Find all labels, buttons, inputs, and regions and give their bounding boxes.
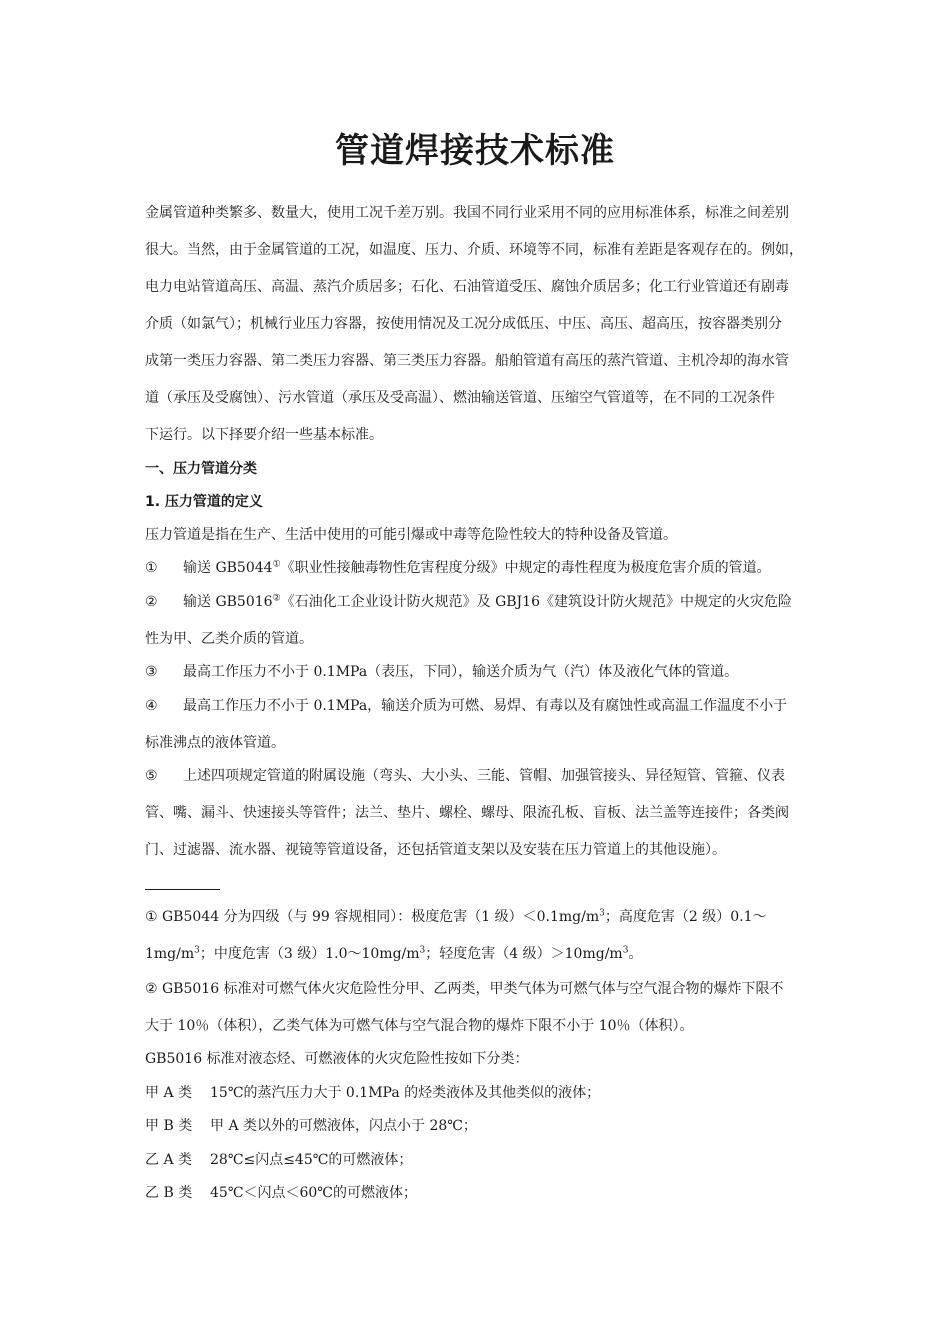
class-desc: 28℃≤闪点≤45℃的可燃液体； [210,1152,413,1168]
intro-line: 介质（如氯气）；机械行业压力容器，按使用情况及工况分成低压、中压、高压、超高压，按容器类别分 [145,316,782,332]
list-item-continuation: 性为甲、乙类介质的管道。 [145,631,313,647]
list-item: ① 输送 GB5044①《职业性接触毒物性危害程度分级》中规定的毒性程度为极度危害介质的管道。 [145,559,771,576]
class-label: 甲 A 类 [145,1085,193,1101]
intro-line: 很大。当然，由于金属管道的工况，如温度、压力、介质、环境等不同，标准有差距是客观存在的。例如， [145,242,803,258]
intro-line: 电力电站管道高压、高温、蒸汽介质居多；石化、石油管道受压、腐蚀介质居多；化工行业管道还有剧毒 [145,279,789,295]
list-item: ⑤ 上述四项规定管道的附属设施（弯头、大小头、三能、管帽、加强管接头、异径短管、管箍、仪表 [145,768,785,784]
class-row [145,1116,477,1136]
item-number: ① [145,560,158,576]
footnote-ref: ① [272,559,281,570]
list-item-continuation: 门、过滤器、流水器、视镜等管道设备，还包括管道支架以及安装在压力管道上的其他设施）。 [145,842,726,858]
list-item: ② 输送 GB5016②《石油化工企业设计防火规范》及 GBJ16《建筑设计防火规范》中规定的火灾危险 [145,593,792,610]
list-item: ③ 最高工作压力不小于 0.1MPa（表压，下同），输送介质为气（汽）体及液化气体的管道。 [145,664,739,680]
item-number: ④ [145,698,158,714]
footnote-ref: ② [272,593,281,604]
item-number: ③ [145,664,158,680]
footnote-1: ① GB5044 分为四级（与 99 容规相同）：极度危害（1 级）$<0.1mg/m^3$；高度危害（2 级）0.1～ [145,908,767,925]
intro-line: 下运行。以下择要介绍一些基本标准。 [145,427,383,443]
class-label: 乙 A 类 [145,1152,193,1168]
subsection-heading: 1. 压力管道的定义 [145,494,263,510]
intro-line: 道（承压及受腐蚀）、污水管道（承压及受高温）、燃油输送管道、压缩空气管道等，在不同的工况条件 [145,390,775,406]
class-desc: 15℃的蒸汽压力大于 0.1MPa 的烃类液体及其他类似的液体； [210,1085,601,1101]
class-desc: 甲 A 类以外的可燃液体，闪点小于 28℃； [210,1118,477,1134]
intro-line: 成第一类压力容器、第二类压力容器、第三类压力容器。船舶管道有高压的蒸汽管道、主机冷却的海水管 [145,353,789,369]
class-label: 乙 B 类 [145,1185,193,1201]
footnote-2: ② GB5016 标准对可燃气体火灾危险性分甲、乙两类，甲类气体为可燃气体与空气混合物的爆炸下限不 [145,981,784,997]
item-number: ② [145,594,158,610]
definition-text: 压力管道是指在生产、生活中使用的可能引爆或中毒等危险性较大的特种设备及管道。 [145,527,677,543]
section-heading: 一、压力管道分类 [145,461,257,477]
class-desc: 45℃＜闪点＜60℃的可燃液体； [210,1185,417,1201]
list-item-continuation: 标准沸点的液体管道。 [145,735,285,751]
list-item-continuation: 管、嘴、漏斗、快速接头等管件；法兰、垫片、螺栓、螺母、限流孔板、盲板、法兰盖等连接件；各类阀 [145,805,789,821]
class-row [145,1083,600,1103]
footnote-1-continuation: $1mg/m^3$；中度危害（3 级）$1.0\sim 10mg/m^3$；轻度危害（4 级）$>10mg/m^3$。 [145,945,643,962]
class-row [145,1183,417,1203]
class-label: 甲 B 类 [145,1118,193,1134]
list-item: ④ 最高工作压力不小于 0.1MPa，输送介质为可燃、易焊、有毒以及有腐蚀性或高温工作温度不小于 [145,698,788,714]
footnote-separator [145,889,220,890]
class-row [145,1150,412,1170]
classification-intro: GB5016 标准对液态烃、可燃液体的火灾危险性按如下分类： [145,1051,529,1067]
document-title: 管道焊接技术标准 [335,131,615,171]
footnote-2-continuation: 大于 10％（体积），乙类气体为可燃气体与空气混合物的爆炸下限不小于 10％（体积）。 [145,1018,694,1034]
intro-line: 金属管道种类繁多、数量大，使用工况千差万别。我国不同行业采用不同的应用标准体系，标准之间差别 [145,205,789,221]
item-number: ⑤ [145,768,158,784]
